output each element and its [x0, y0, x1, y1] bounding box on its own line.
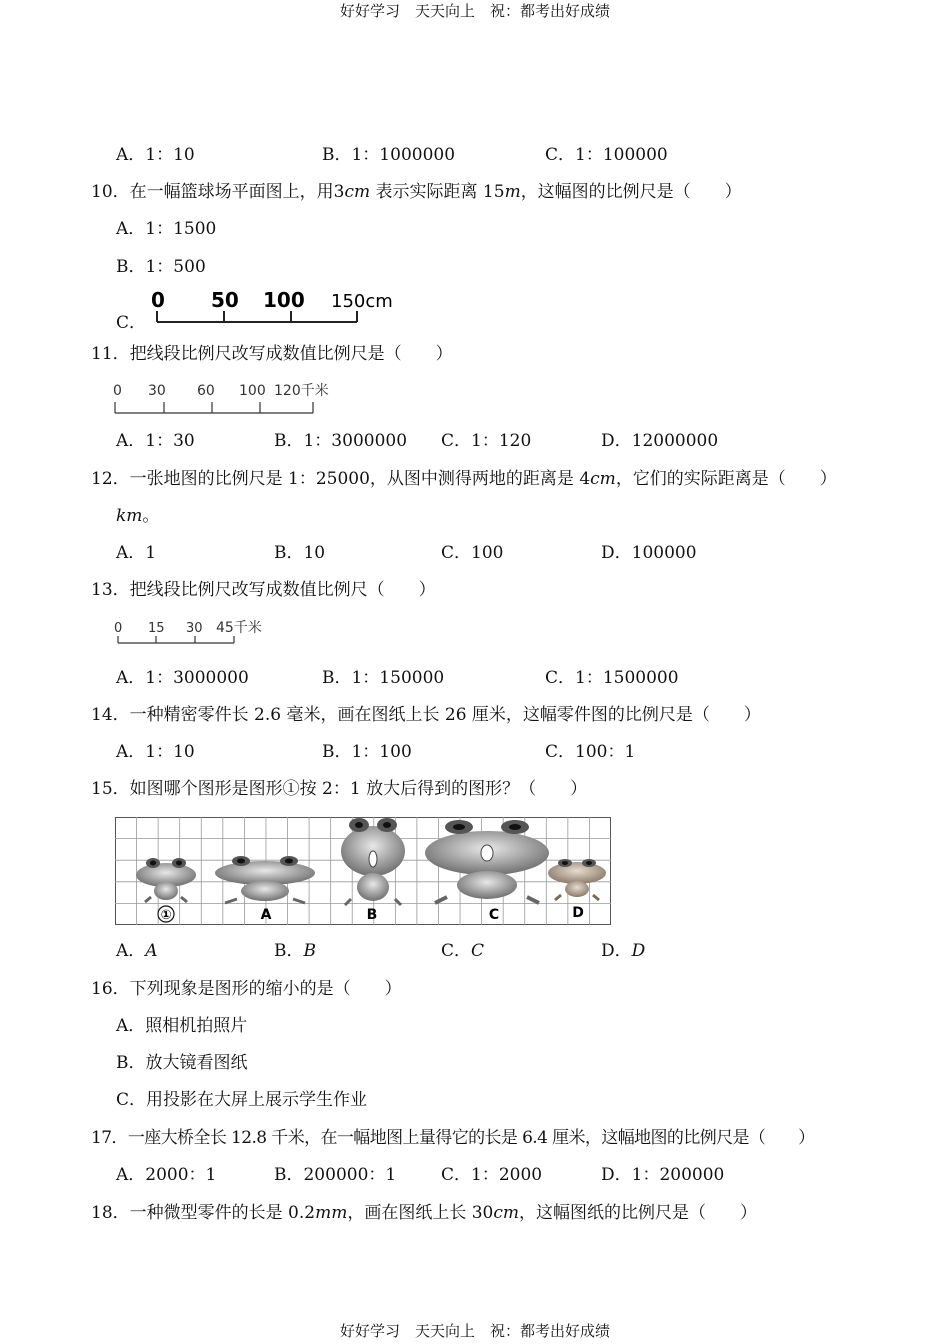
q15-option-a — [116, 941, 158, 961]
q18-stem-c: ，这幅图纸的比例尺是（ ） — [519, 1203, 758, 1223]
q18-stem — [91, 1203, 757, 1223]
q10-option-b: B．1：500 — [116, 257, 206, 277]
q16-option-b: B．放大镜看图纸 — [116, 1053, 248, 1073]
q15-option-b — [274, 941, 316, 961]
q15-frog-figure — [115, 817, 611, 925]
q11-stem: 11．把线段比例尺改写成数值比例尺是（ ） — [91, 344, 453, 364]
q13-tick-label-15: 15 — [148, 621, 165, 636]
q13-option-c: C．1：1500000 — [545, 668, 679, 688]
q10-stem-b: 表示实际距离 15 — [370, 182, 505, 202]
q10-unit-m: m — [504, 182, 521, 202]
q12-unit-cm: cm — [590, 469, 616, 489]
q16-option-c: C．用投影在大屏上展示学生作业 — [116, 1090, 368, 1110]
q12-stem-b: ，它们的实际距离是（ ） — [615, 469, 837, 489]
q13-tick-label-45: 45千米 — [216, 620, 262, 636]
q11-tick-label-100: 100 — [239, 383, 266, 399]
q12-stem-c: 。 — [142, 506, 160, 526]
q12-option-c: C．100 — [441, 543, 504, 563]
q14-option-c: C．100：1 — [545, 742, 636, 762]
q17-option-d: D．1：200000 — [601, 1165, 725, 1185]
q12-unit-km: km — [116, 506, 143, 526]
q17-option-a: A．2000：1 — [116, 1165, 217, 1185]
q13-option-b: B．1：150000 — [322, 668, 445, 688]
q15-label-d: D — [572, 905, 584, 921]
q9-option-a: A．1：10 — [116, 145, 195, 165]
q11-scale-bar — [108, 378, 348, 420]
q10-option-a: A．1：1500 — [116, 219, 217, 239]
q18-stem-a: 18．一种微型零件的长是 0.2 — [91, 1203, 316, 1223]
q12-option-a: A．1 — [116, 543, 157, 563]
q10-stem-c: ，这幅图的比例尺是（ ） — [520, 182, 742, 202]
q9-option-c: C．1：100000 — [545, 145, 668, 165]
q17-stem: 17．一座大桥全长 12.8 千米，在一幅地图上量得它的长是 6.4 厘米，这幅地图的比例尺是（ ） — [91, 1128, 815, 1148]
q15-option-b-prefix: B． — [274, 941, 304, 961]
q15-label-c: C — [488, 907, 500, 923]
q13-option-a: A．1：3000000 — [116, 668, 249, 688]
q16-stem: 16．下列现象是图形的缩小的是（ ） — [91, 979, 402, 999]
q10-stem-a: 10．在一幅篮球场平面图上，用3 — [91, 182, 345, 202]
q17-option-c: C．1：2000 — [441, 1165, 543, 1185]
q13-scale-bar — [110, 616, 270, 650]
q13-stem: 13．把线段比例尺改写成数值比例尺（ ） — [91, 580, 436, 600]
q12-option-b: B．10 — [274, 543, 326, 563]
q10-tick-label-150: 150cm — [331, 291, 393, 312]
q15-option-a-prefix: A． — [116, 941, 146, 961]
q12-stem-cont — [116, 506, 159, 526]
q15-stem-a: 15．如图哪个图形是图形 — [91, 779, 283, 799]
q11-option-c: C．1：120 — [441, 431, 532, 451]
q13-tick-label-0: 0 — [114, 621, 123, 636]
q15-option-b-value: B — [303, 941, 316, 961]
q15-label-a: A — [260, 907, 272, 923]
q16-option-a: A．照相机拍照片 — [116, 1016, 248, 1036]
q18-unit-mm: mm — [315, 1203, 348, 1223]
q10-option-c: C． — [116, 313, 147, 333]
q14-option-a: A．1：10 — [116, 742, 195, 762]
q11-tick-label-120: 120千米 — [274, 383, 329, 399]
q10-scale-bar — [145, 285, 405, 330]
q11-option-d: D．12000000 — [601, 431, 719, 451]
page-header: 好好学习 天天向上 祝：都考出好成绩 — [339, 2, 610, 20]
q11-option-a: A．1：30 — [116, 431, 195, 451]
q15-stem-b: 按 2：1 放大后得到的图形？（ ） — [299, 779, 588, 799]
q15-option-a-value: A — [145, 941, 158, 961]
q10-unit-cm: cm — [344, 182, 371, 202]
q10-stem — [91, 182, 742, 202]
q15-option-d — [601, 941, 645, 961]
q15-option-c — [441, 941, 484, 961]
q18-stem-b: ，画在图纸上长 30 — [347, 1203, 494, 1223]
q11-tick-label-0: 0 — [113, 383, 122, 399]
q12-stem — [91, 469, 861, 489]
q18-unit-cm: cm — [493, 1203, 520, 1223]
page-footer: 好好学习 天天向上 祝：都考出好成绩 — [339, 1322, 610, 1340]
q15-option-c-value: C — [471, 941, 485, 961]
q15-option-d-prefix: D． — [601, 941, 632, 961]
q15-option-d-value: D — [631, 941, 646, 961]
q13-tick-label-30: 30 — [186, 621, 203, 636]
q11-option-b: B．1：3000000 — [274, 431, 408, 451]
q12-option-d: D．100000 — [601, 543, 697, 563]
q14-option-b: B．1：100 — [322, 742, 412, 762]
q12-stem-a: 12．一张地图的比例尺是 1：25000，从图中测得两地的距离是 4 — [91, 469, 591, 489]
q15-stem — [91, 779, 587, 799]
q10-tick-label-50: 50 — [211, 288, 239, 312]
q11-tick-label-30: 30 — [148, 383, 166, 399]
q15-option-c-prefix: C． — [441, 941, 472, 961]
q10-tick-label-0: 0 — [151, 288, 165, 312]
q11-tick-label-60: 60 — [197, 383, 215, 399]
q17-option-b: B．200000：1 — [274, 1165, 397, 1185]
q15-circled-one: ① — [282, 779, 300, 799]
q9-option-b: B．1：1000000 — [322, 145, 456, 165]
q15-label-1: ① — [160, 908, 172, 923]
q15-label-b: B — [366, 907, 378, 923]
q10-tick-label-100: 100 — [263, 288, 305, 312]
q14-stem: 14．一种精密零件长 2.6 毫米，画在图纸上长 26 厘米，这幅零件图的比例尺是（ ） — [91, 705, 761, 725]
